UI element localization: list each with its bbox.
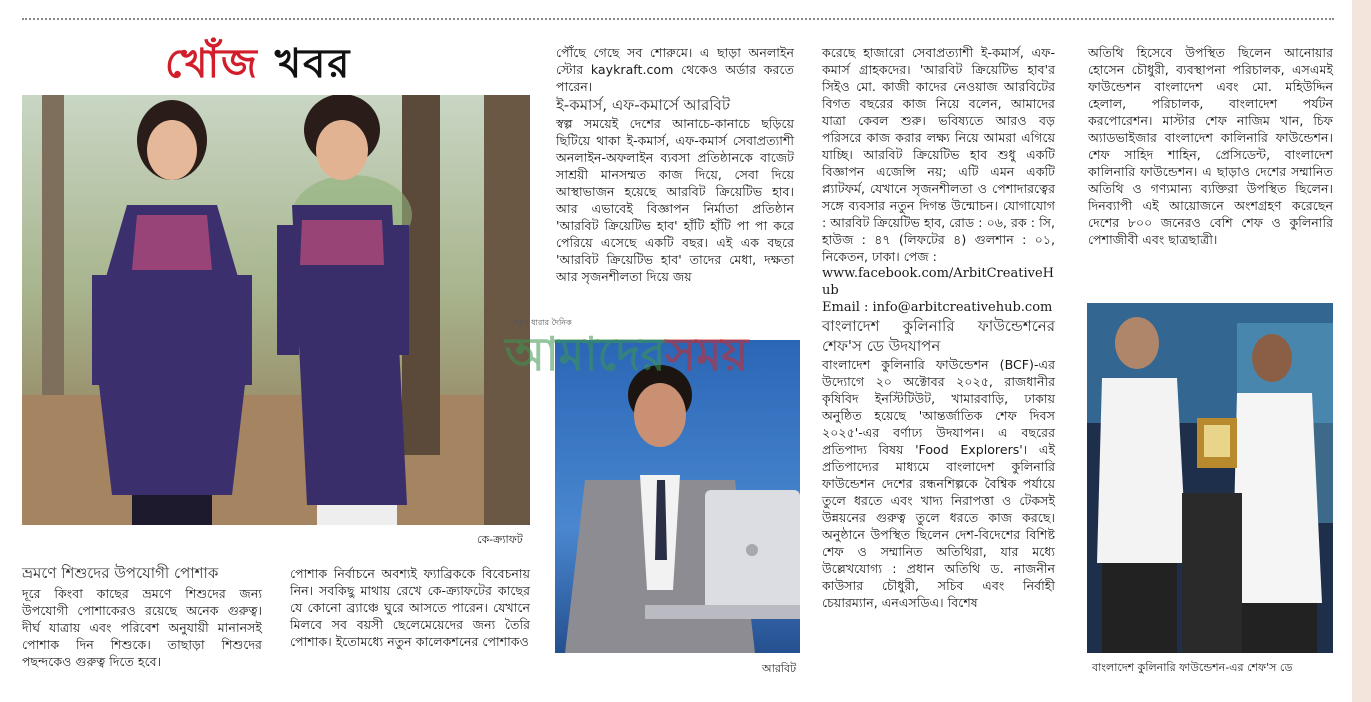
column-4-text	[822, 44, 1055, 611]
kkraft-heading: ভ্রমণে শিশুদের উপযোগী পোশাক	[22, 564, 219, 582]
arbit-facebook-url: www.facebook.com/ArbitCreativeHub	[822, 266, 1054, 298]
kaykraft-continuation: পৌঁছে গেছে সব শোরুমে। এ ছাড়া অনলাইন স্টোর kaykraft.com থেকেও অর্ডার করতে পারেন।	[556, 45, 794, 94]
watermark-green-word: আমাদের	[505, 327, 666, 381]
column-5-text	[1088, 44, 1333, 248]
newspaper-watermark	[505, 318, 820, 387]
headline-red-word: খোঁজ	[165, 40, 259, 87]
kkraft-paragraph-2: পোশাক নির্বাচনে অবশ্যই ফ্যাব্রিককে বিবেচনায় নিন। সবকিছু মাথায় রেখে কে-ক্র্যাফটের কাছের যে কোনো ব্র্যাঞ্চে ঘুরে আসতে পারেন। যেখানে মিলবে সব বয়সী ছেলেমেয়েদের জন্য তৈরি পোশাক। ইতোমধ্যে নতুন কালেকশনের পোশাকও	[290, 566, 530, 649]
section-headline	[165, 38, 351, 90]
arbit-photo-caption: আরবিট	[762, 662, 797, 675]
kkraft-column-1	[22, 585, 262, 670]
arbit-paragraph: স্বল্প সময়েই দেশের আনাচে-কানাচে ছড়িয়ে ছিটিয়ে থাকা ই-কমার্স, এফ-কমার্স সেবাপ্রত্যাশী অনলাইন-অফলাইন ব্যবসা প্রতিষ্ঠানকে বাজেট সাশ্রয়ী মানসম্মত কাজ দিয়ে, সেবা দিয়ে আস্থাভাজন হয়েছে আরবিট ক্রিয়েটিভ হাব। আর এভাবেই বিজ্ঞাপন নির্মাতা প্রতিষ্ঠান 'আরবিট ক্রিয়েটিভ হাব' হাঁটি হাঁটি পা পা করে পেরিয়ে এসেছে একটি বছর। এই এক বছরে 'আরবিট ক্রিয়েটিভ হাব' তাদের মেধা, দক্ষতা আর সৃজনশীলতা দিয়ে জয়	[556, 116, 794, 284]
bcf-paragraph: বাংলাদেশ কুলিনারি ফাউন্ডেশন (BCF)-এর উদ্যোগে ২০ অক্টোবর ২০২৫, রাজধানীর কৃষিবিদ ইনস্টিটিউট, খামারবাড়ি, ঢাকায় অনুষ্ঠিত হয়েছে 'আন্তর্জাতিক শেফ দিবস ২০২৫'-এর বর্ণাঢ্য উদযাপন। এ বছরের প্রতিপাদ্য বিষয় 'Food Explorers'। এই প্রতিপাদ্যের মাধ্যমে বাংলাদেশ কুলিনারি ফাউন্ডেশন দেশের রন্ধনশিল্পকে বৈশ্বিক পর্যায়ে তুলে ধরতে এবং খাদ্য নিরাপত্তা ও টেকসই উন্নয়নের গুরুত্ব তুলে ধরতে কাজ করছে। অনুষ্ঠানে উপস্থিত ছিলেন দেশ-বিদেশের বিশিষ্ট শেফ ও সম্মানিত অতিথিরা, যার মধ্যে উল্লেখযোগ্য : প্রধান অতিথি ড. নাজনীন কাউসার চৌধুরী, সচিব এবং নির্বাহী চেয়ারম্যান, এনএসডিএ। বিশেষ	[822, 357, 1055, 610]
award-photo-illustration	[1087, 303, 1333, 653]
kkraft-paragraph-1: দূরে কিংবা কাছের ভ্রমণে শিশুদের জন্য উপযোগী পোশাকেরও রয়েছে অনেক গুরুত্ব। দীর্ঘ যাত্রায় এবং পরিবেশ অনুযায়ী মানানসই পোশাক দিন শিশুকে। তাছাড়া শিশুদের পছন্দকেও গুরুত্ব দিতে হবে।	[22, 586, 262, 669]
kkraft-column-2	[290, 565, 530, 650]
kids-photo-illustration	[22, 95, 530, 525]
watermark-logo	[505, 325, 749, 383]
top-dotted-rule	[22, 18, 1334, 20]
arbit-heading: ই-কমার্স, এফ-কমার্সে আরবিট	[556, 96, 731, 114]
kids-fashion-photo	[22, 95, 530, 525]
kids-photo-caption: কে-ক্র্যাফট	[477, 533, 523, 546]
headline-black-word: খবর	[274, 40, 352, 87]
bcf-continuation: অতিথি হিসেবে উপস্থিত ছিলেন আনোয়ার হোসেন চৌধুরী, ব্যবস্থাপনা পরিচালক, এসএমই ফাউন্ডেশন বাংলাদেশ এবং মো. মহিউদ্দিন হেলাল, পরিচালক, বাংলাদেশ পর্যটন করপোরেশন। মাস্টার শেফ নাজিম খান, চিফ অ্যাডভাইজার বাংলাদেশ কালিনারি ফাউন্ডেশন। শেফ সাহিদ শাহিন, প্রেসিডেন্ট, বাংলাদেশ কালিনারি ফাউন্ডেশন। এ ছাড়াও দেশের সম্মানিত অতিথি ও গণ্যমান্য ব্যক্তিরা উপস্থিত ছিলেন। দিনব্যাপী এই আয়োজনে অংশগ্রহণ করেছেন দেশের ৮০০ জনেরও বেশি শেফ ও কুলিনারি পেশাজীবী এবং ছাত্রছাত্রী।	[1088, 45, 1333, 247]
arbit-continuation: করেছে হাজারো সেবাপ্রত্যাশী ই-কমার্স, এফ-কমার্স গ্রাহকদের। 'আরবিট ক্রিয়েটিভ হাব'র সিইও মো. কাজী কাদের নেওয়াজ আরবিটের বিগত বছরের কাজ নিয়ে বলেন, আমাদের যাত্রা কেবল শুরু। ভবিষ্যতে আরও বড় পরিসরে কাজ করার লক্ষ্য নিয়ে আমরা এগিয়ে যাচ্ছি। আরবিট ক্রিয়েটিভ হাব শুধু একটি বিজ্ঞাপন এজেন্সি নয়; এটি এমন একটি প্ল্যাটফর্ম, যেখানে সৃজনশীলতা ও পেশাদারত্বের সঙ্গে ব্যবসার নতুন দিগন্ত উন্মোচন। যোগাযোগ : আরবিট ক্রিয়েটিভ হাব, রোড : ০৬, রক : সি, হাউজ : ৪৭ (লিফটের ৪) গুলশান : ০১, নিকেতন, ঢাকা। পেজ :	[822, 45, 1055, 264]
arbit-email: Email : info@arbitcreativehub.com	[822, 300, 1053, 315]
watermark-red-word: সময়	[665, 327, 749, 381]
page-edge-strip	[1352, 0, 1371, 702]
bcf-photo-caption: বাংলাদেশ কুলিনারি ফাউন্ডেশন-এর শেফ'স ডে	[1092, 661, 1293, 674]
bcf-award-photo	[1087, 303, 1333, 653]
watermark-tagline: নতুন ধারার দৈনিক	[513, 318, 572, 327]
bcf-heading: বাংলাদেশ কুলিনারি ফাউন্ডেশনের শেফ'স ডে উদযাপন	[822, 317, 1055, 355]
column-3-text	[556, 44, 794, 285]
